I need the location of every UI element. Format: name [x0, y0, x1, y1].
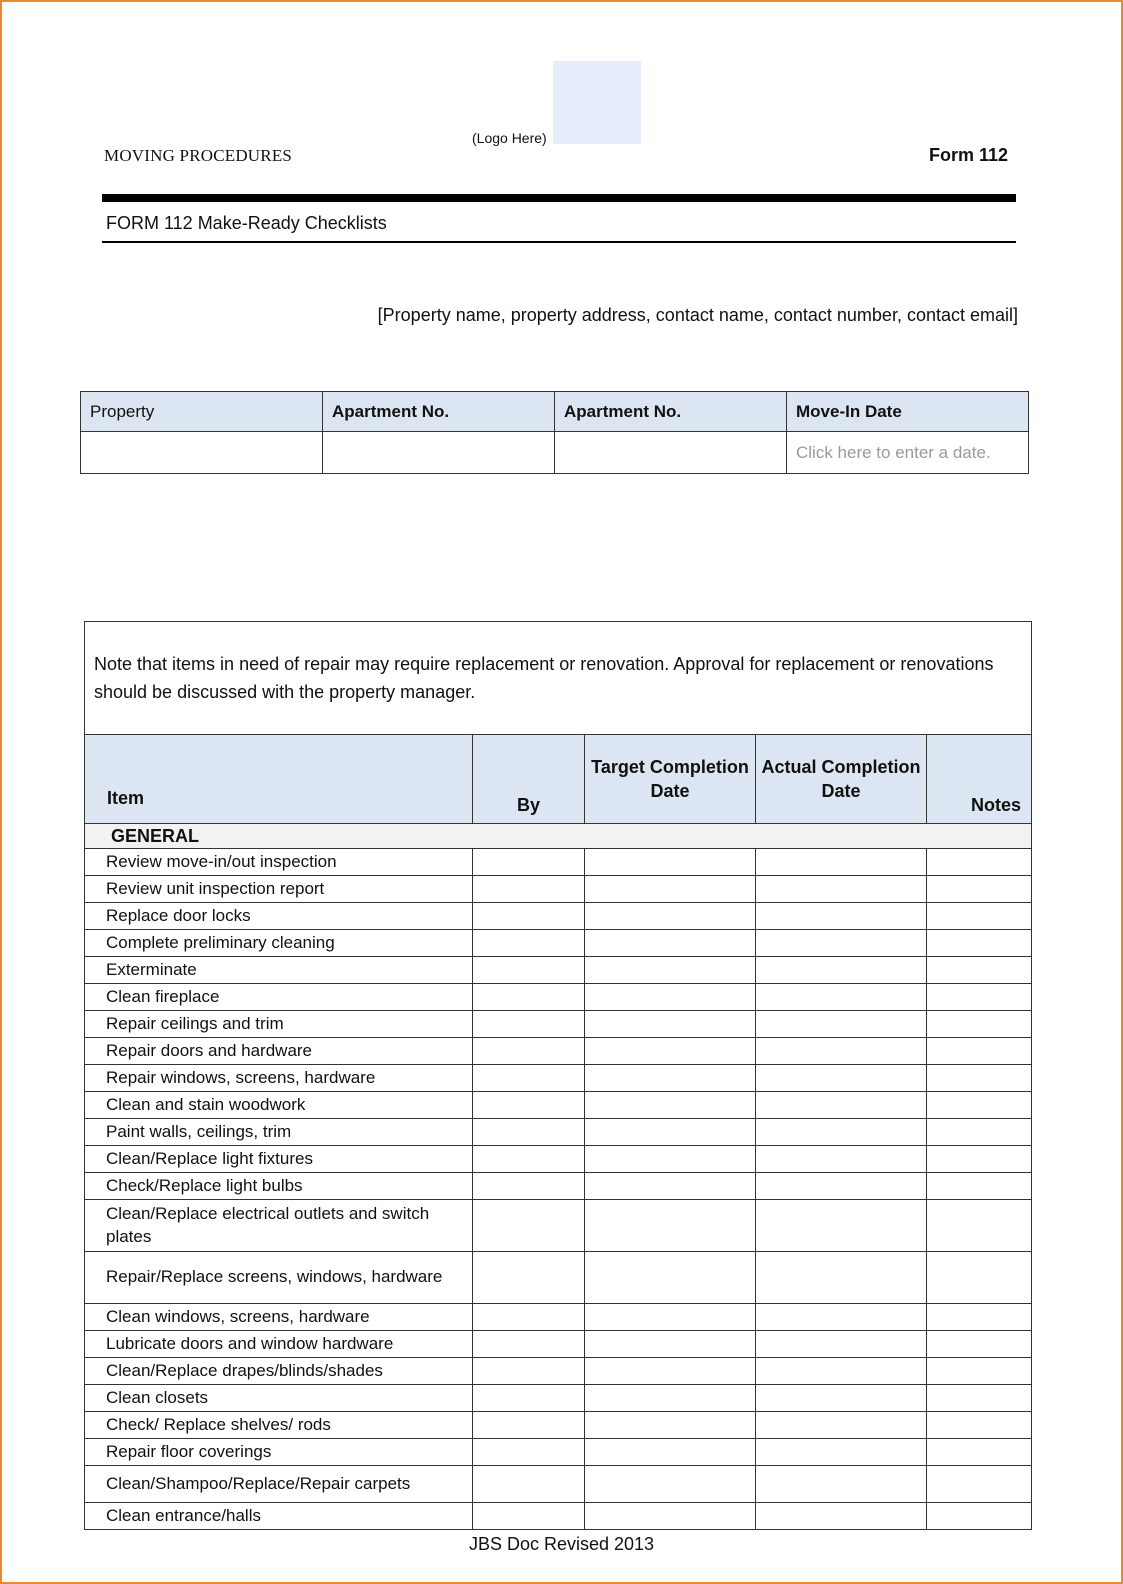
checklist-item-label: Clean closets — [85, 1385, 473, 1412]
move-in-date-field[interactable]: Click here to enter a date. — [787, 432, 1029, 474]
checklist-item-label: Clean/Replace electrical outlets and switch plates — [85, 1200, 473, 1252]
target-date-cell[interactable] — [585, 1146, 756, 1173]
actual-date-cell[interactable] — [756, 849, 927, 876]
target-date-cell[interactable] — [585, 1385, 756, 1412]
target-date-cell[interactable] — [585, 984, 756, 1011]
checklist-item-label: Clean/Replace drapes/blinds/shades — [85, 1358, 473, 1385]
item-column-header: Item — [85, 735, 473, 824]
target-date-cell[interactable] — [585, 903, 756, 930]
property-info-table — [80, 391, 1029, 474]
by-cell[interactable] — [473, 957, 585, 984]
checklist-item-label: Check/Replace light bulbs — [85, 1173, 473, 1200]
actual-date-cell[interactable] — [756, 1092, 927, 1119]
checklist-item-label: Lubricate doors and window hardware — [85, 1331, 473, 1358]
notes-cell[interactable] — [927, 1119, 1032, 1146]
by-cell[interactable] — [473, 1065, 585, 1092]
notes-cell[interactable] — [927, 1092, 1032, 1119]
by-cell[interactable] — [473, 930, 585, 957]
notes-cell[interactable] — [927, 1466, 1032, 1503]
actual-date-cell[interactable] — [756, 1146, 927, 1173]
notes-cell[interactable] — [927, 957, 1032, 984]
by-cell[interactable] — [473, 1119, 585, 1146]
notes-cell[interactable] — [927, 1412, 1032, 1439]
target-date-cell[interactable] — [585, 1304, 756, 1331]
logo-text: (Logo Here) — [472, 130, 547, 146]
checklist-item-label: Repair windows, screens, hardware — [85, 1065, 473, 1092]
actual-date-cell[interactable] — [756, 1358, 927, 1385]
notes-cell[interactable] — [927, 1200, 1032, 1252]
target-date-cell[interactable] — [585, 1200, 756, 1252]
by-cell[interactable] — [473, 1252, 585, 1304]
target-date-cell[interactable] — [585, 1503, 756, 1530]
actual-date-cell[interactable] — [756, 1466, 927, 1503]
property-header: Property — [81, 392, 323, 432]
checklist-item-label: Repair doors and hardware — [85, 1038, 473, 1065]
document-footer: JBS Doc Revised 2013 — [468, 1534, 655, 1554]
notes-cell[interactable] — [927, 1304, 1032, 1331]
target-date-cell[interactable] — [585, 1252, 756, 1304]
target-date-cell[interactable] — [585, 1038, 756, 1065]
target-completion-date-header: Target Completion Date — [585, 735, 756, 824]
actual-date-cell[interactable] — [756, 1252, 927, 1304]
notes-cell[interactable] — [927, 1331, 1032, 1358]
actual-date-cell[interactable] — [756, 957, 927, 984]
checklist-item-label: Clean windows, screens, hardware — [85, 1304, 473, 1331]
make-ready-checklist-table — [84, 621, 1032, 1530]
checklist-item-label: Repair floor coverings — [85, 1439, 473, 1466]
notes-cell[interactable] — [927, 849, 1032, 876]
header-divider-thick — [102, 194, 1016, 202]
target-date-cell[interactable] — [585, 1412, 756, 1439]
target-date-cell[interactable] — [585, 849, 756, 876]
checklist-item-label: Clean/Shampoo/Replace/Repair carpets — [85, 1466, 473, 1503]
checklist-item-label: Clean and stain woodwork — [85, 1092, 473, 1119]
by-cell[interactable] — [473, 876, 585, 903]
by-cell[interactable] — [473, 1038, 585, 1065]
target-date-cell[interactable] — [585, 957, 756, 984]
actual-completion-date-header: Actual Completion Date — [756, 735, 927, 824]
actual-date-cell[interactable] — [756, 1119, 927, 1146]
checklist-item-label: Paint walls, ceilings, trim — [85, 1119, 473, 1146]
checklist-item-label: Check/ Replace shelves/ rods — [85, 1412, 473, 1439]
apartment-no-header-2: Apartment No. — [555, 392, 787, 432]
checklist-item-label: Exterminate — [85, 957, 473, 984]
target-date-cell[interactable] — [585, 1331, 756, 1358]
by-cell[interactable] — [473, 1466, 585, 1503]
actual-date-cell[interactable] — [756, 1304, 927, 1331]
by-cell[interactable] — [473, 1385, 585, 1412]
form-title: FORM 112 Make-Ready Checklists — [106, 213, 387, 233]
target-date-cell[interactable] — [585, 1011, 756, 1038]
checklist-item-label: Clean fireplace — [85, 984, 473, 1011]
target-date-cell[interactable] — [585, 1065, 756, 1092]
notes-cell[interactable] — [927, 930, 1032, 957]
target-date-cell[interactable] — [585, 1358, 756, 1385]
notes-cell[interactable] — [927, 1065, 1032, 1092]
move-in-date-header: Move-In Date — [787, 392, 1029, 432]
checklist-item-label: Review move-in/out inspection — [85, 849, 473, 876]
actual-date-cell[interactable] — [756, 1065, 927, 1092]
by-cell[interactable] — [473, 1200, 585, 1252]
target-date-cell[interactable] — [585, 1119, 756, 1146]
target-date-cell[interactable] — [585, 1173, 756, 1200]
notes-cell[interactable] — [927, 1358, 1032, 1385]
notes-cell[interactable] — [927, 903, 1032, 930]
property-info-placeholder[interactable]: [Property name, property address, contact name, contact number, contact email] — [377, 305, 1018, 325]
actual-date-cell[interactable] — [756, 1503, 927, 1530]
by-cell[interactable] — [473, 1358, 585, 1385]
notes-cell[interactable] — [927, 984, 1032, 1011]
by-cell[interactable] — [473, 1331, 585, 1358]
apartment-no-field-1[interactable] — [323, 432, 555, 474]
actual-date-cell[interactable] — [756, 1038, 927, 1065]
checklist-item-label: Clean/Replace light fixtures — [85, 1146, 473, 1173]
by-cell[interactable] — [473, 1304, 585, 1331]
property-field[interactable] — [81, 432, 323, 474]
checklist-note: Note that items in need of repair may require replacement or renovation. Approval for replacement or renovations should be discussed with the property manager. — [85, 622, 1032, 735]
notes-column-header: Notes — [927, 735, 1032, 824]
actual-date-cell[interactable] — [756, 1412, 927, 1439]
by-cell[interactable] — [473, 1092, 585, 1119]
notes-cell[interactable] — [927, 1173, 1032, 1200]
target-date-cell[interactable] — [585, 876, 756, 903]
actual-date-cell[interactable] — [756, 876, 927, 903]
logo-placeholder — [553, 61, 641, 144]
by-cell[interactable] — [473, 984, 585, 1011]
by-cell[interactable] — [473, 1146, 585, 1173]
actual-date-cell[interactable] — [756, 984, 927, 1011]
by-cell[interactable] — [473, 1439, 585, 1466]
notes-cell[interactable] — [927, 1252, 1032, 1304]
actual-date-cell[interactable] — [756, 1439, 927, 1466]
section-general: GENERAL — [85, 824, 1032, 849]
actual-date-cell[interactable] — [756, 930, 927, 957]
by-cell[interactable] — [473, 903, 585, 930]
checklist-item-label: Complete preliminary cleaning — [85, 930, 473, 957]
document-category: MOVING PROCEDURES — [104, 146, 293, 165]
notes-cell[interactable] — [927, 876, 1032, 903]
by-cell[interactable] — [473, 1412, 585, 1439]
by-cell[interactable] — [473, 1173, 585, 1200]
apartment-no-field-2[interactable] — [555, 432, 787, 474]
notes-cell[interactable] — [927, 1038, 1032, 1065]
header-divider-thin — [102, 241, 1016, 243]
actual-date-cell[interactable] — [756, 1331, 927, 1358]
notes-cell[interactable] — [927, 1146, 1032, 1173]
checklist-item-label: Repair/Replace screens, windows, hardware — [85, 1252, 473, 1304]
actual-date-cell[interactable] — [756, 1011, 927, 1038]
apartment-no-header-1: Apartment No. — [323, 392, 555, 432]
checklist-item-label: Clean entrance/halls — [85, 1503, 473, 1530]
target-date-cell[interactable] — [585, 1439, 756, 1466]
actual-date-cell[interactable] — [756, 1385, 927, 1412]
by-column-header: By — [473, 735, 585, 824]
actual-date-cell[interactable] — [756, 1173, 927, 1200]
form-number: Form 112 — [928, 145, 1008, 165]
target-date-cell[interactable] — [585, 1092, 756, 1119]
target-date-cell[interactable] — [585, 1466, 756, 1503]
by-cell[interactable] — [473, 1503, 585, 1530]
notes-cell[interactable] — [927, 1011, 1032, 1038]
checklist-item-label: Repair ceilings and trim — [85, 1011, 473, 1038]
notes-cell[interactable] — [927, 1385, 1032, 1412]
target-date-cell[interactable] — [585, 930, 756, 957]
actual-date-cell[interactable] — [756, 903, 927, 930]
notes-cell[interactable] — [927, 1503, 1032, 1530]
by-cell[interactable] — [473, 1011, 585, 1038]
actual-date-cell[interactable] — [756, 1200, 927, 1252]
checklist-item-label: Review unit inspection report — [85, 876, 473, 903]
by-cell[interactable] — [473, 849, 585, 876]
notes-cell[interactable] — [927, 1439, 1032, 1466]
checklist-item-label: Replace door locks — [85, 903, 473, 930]
